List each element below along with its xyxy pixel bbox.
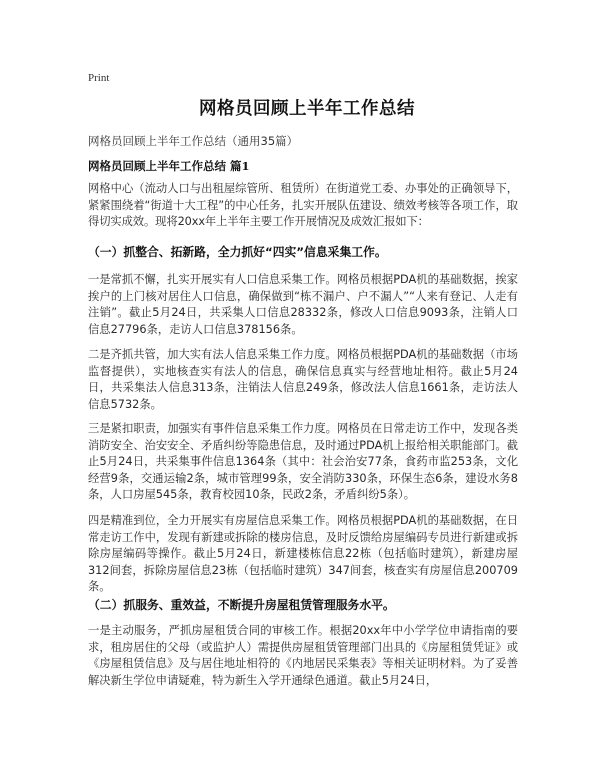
heading-two: （二）抓服务、重效益，不断提升房屋租赁管理服务水平。 bbox=[88, 598, 395, 612]
document-subtitle: 网格员回顾上半年工作总结（通用35篇） bbox=[88, 134, 299, 148]
page-title: 网格员回顾上半年工作总结 bbox=[199, 99, 415, 119]
paragraph-rental-service: 一是主动服务，严抓房屋租赁合同的审核工作。根据20xx年中小学学位申请指南的要求，租房居住的父母（或监护人）需提供房屋租赁管理部门出具的《房屋租赁凭证》或《房屋租赁信息》及与居住地址相符的《内地居民采集表》等相关证明材料。为了妥善解决新生学位申请疑难，特为新生入学开通绿色通道。截止5月24日， bbox=[88, 624, 518, 687]
intro-paragraph: 网格中心（流动人口与出租屋综管所、租赁所）在街道党工委、办事处的正确领导下，紧紧围绕着“街道十大工程”的中心任务，扎实开展队伍建设、绩效考核等各项工作，取得切实成效。现将20xx年上半年主要工作开展情况及成效汇报如下： bbox=[88, 182, 518, 228]
paragraph-housing: 四是精准到位，全力开展实有房屋信息采集工作。网格员根据PDA机的基础数据，在日常走访工作中，发现有新建或拆除的楼房信息，及时反馈给房屋编码专员进行新建或拆除房屋编码等操作。截止5月24日，新建楼栋信息22栋（包括临时建筑），新建房屋312间套，拆除房屋信息23栋（包括临时建筑）347间套，核查实有房屋信息200709条。 bbox=[88, 514, 518, 593]
print-link[interactable]: Print bbox=[88, 72, 110, 84]
paragraph-population: 一是常抓不懈，扎实开展实有人口信息采集工作。网格员根据PDA机的基础数据，挨家挨户的上门核对居住人口信息，确保做到“栋不漏户、户不漏人”“人来有登记、人走有注销”。截止5月24日，共采集人口信息28332条，修改人口信息9093条，注销人口信息27796条，走访人口信息378156条。 bbox=[88, 273, 518, 336]
section-title: 网格员回顾上半年工作总结 篇1 bbox=[88, 159, 250, 173]
heading-one: （一）抓整合、拓新路，全力抓好“四实”信息采集工作。 bbox=[88, 245, 387, 259]
paragraph-legal-entity: 二是齐抓共管，加大实有法人信息采集工作力度。网格员根据PDA机的基础数据（市场监督提供），实地核查实有法人的信息，确保信息真实与经营地址相符。截止5月24日，共采集法人信息313条，注销法人信息249条，修改法人信息1661条，走访法人信息5732条。 bbox=[88, 348, 518, 411]
paragraph-events: 三是紧扣职责，加强实有事件信息采集工作力度。网格员在日常走访工作中，发现各类消防安全、治安安全、矛盾纠纷等隐患信息，及时通过PDA机上报给相关职能部门。截止5月24日，共采集事件信息1364条（其中：社会治安77条，食药市监253条，文化经营9条，交通运输2条，城市管理99条，安全消防330条，环保生态6条，建设水务8条，人口房屋545条，教育校园10条，民政2条，矛盾纠纷5条）。 bbox=[88, 422, 518, 501]
